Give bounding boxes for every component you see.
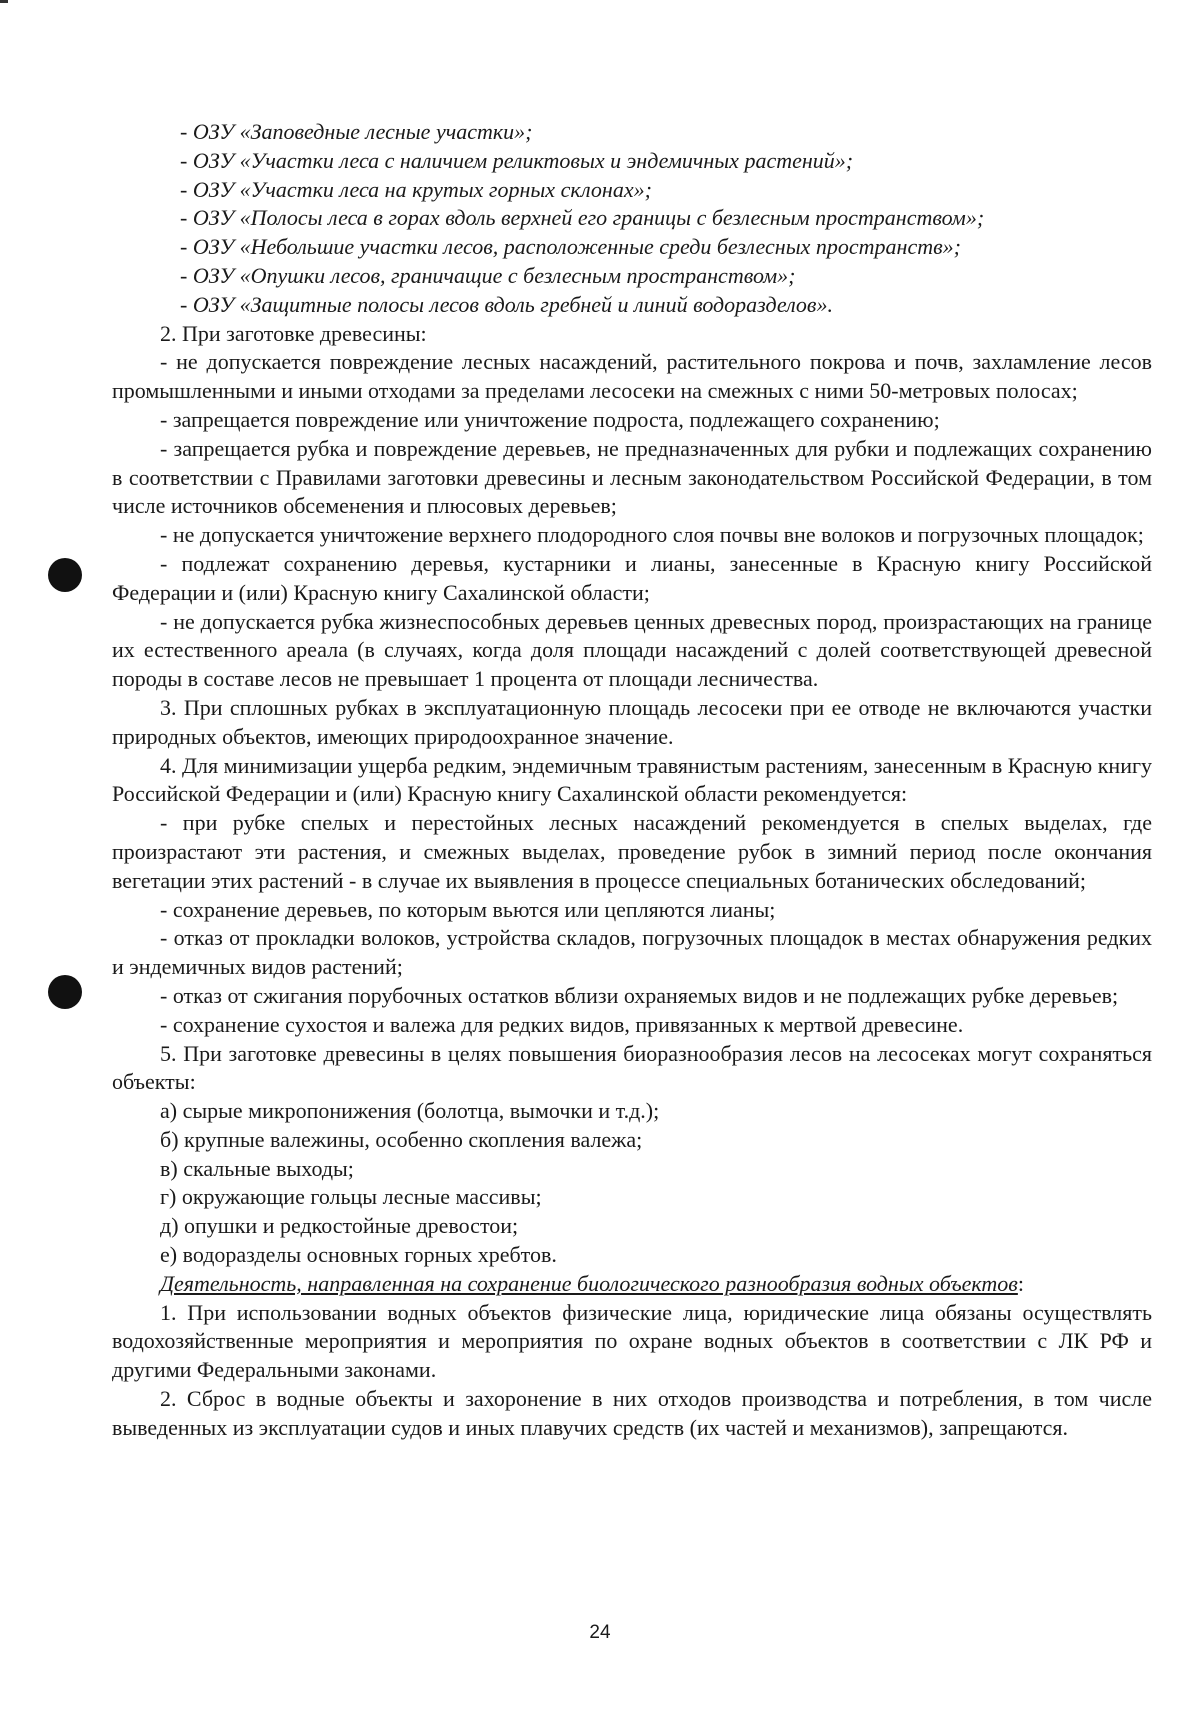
section-2-item: - подлежат сохранению деревья, кустарники и лианы, занесенные в Красную книгу Российской Федерации и (или) Красную книгу Сахалинской области;: [112, 550, 1152, 605]
section-4-item: - отказ от сжигания порубочных остатков вблизи охраняемых видов и не подлежащих рубке деревьев;: [160, 982, 1119, 1008]
water-section-heading: [112, 1270, 1152, 1299]
ozu-item: - ОЗУ «Участки леса с наличием реликтовых и эндемичных растений»;: [180, 147, 854, 173]
water-paragraph-1: 1. При использовании водных объектов физические лица, юридические лица обязаны осуществлять водохозяйственные мероприятия и мероприятия по охране водных объектов в соответствии с ЛК РФ и другими Федеральными законами.: [112, 1299, 1152, 1383]
section-5-item: б) крупные валежины, особенно скопления валежа;: [160, 1126, 643, 1152]
section-2-heading: 2. При заготовке древесины:: [160, 320, 427, 346]
ozu-item: - ОЗУ «Опушки лесов, граничащие с безлесным пространством»;: [180, 262, 796, 288]
section-5-item: г) окружающие гольцы лесные массивы;: [160, 1184, 542, 1210]
water-paragraph-2: 2. Сброс в водные объекты и захоронение в них отходов производства и потребления, в том числе выведенных из эксплуатации судов и иных плавучих средств (их частей и механизмов), запрещаются.: [112, 1386, 1152, 1440]
ozu-item: - ОЗУ «Полосы леса в горах вдоль верхней его границы с безлесным пространством»;: [180, 205, 985, 231]
section-2-item: - запрещается повреждение или уничтожение подроста, подлежащего сохранению;: [160, 406, 940, 432]
section-5-item: д) опушки и редкостойные древостои;: [160, 1213, 519, 1239]
ozu-item: - ОЗУ «Участки леса на крутых горных склонах»;: [180, 176, 652, 202]
section-4-item: - сохранение деревьев, по которым вьются или цепляются лианы;: [160, 896, 776, 922]
section-3-paragraph: 3. При сплошных рубках в эксплуатационную площадь лесосеки при ее отводе не включаются участки природных объектов, имеющих природоохранное значение.: [112, 694, 1152, 749]
section-2-item: - не допускается рубка жизнеспособных деревьев ценных древесных пород, произрастающих на границе их естественного ареала (в случаях, когда доля площади насаждений с долей соответствующей древесной породы в составе лесов не превышает 1 процента от площади лесничества.: [112, 608, 1152, 692]
section-2-item: - не допускается повреждение лесных насаждений, растительного покрова и почв, захламление лесов промышленными и иными отходами за пределами лесосеки на смежных с ними 50-метровых полосах;: [112, 349, 1152, 404]
section-4-item: - при рубке спелых и перестойных лесных насаждений рекомендуется в спелых выделах, где произрастают эти растения, и смежных выделах, проведение рубок в зимний период после окончания вегетации этих растений - в случае их выявления в процессе специальных ботанических обследований;: [112, 810, 1152, 893]
ozu-item: - ОЗУ «Небольшие участки лесов, расположенные среди безлесных пространств»;: [180, 234, 961, 260]
section-4-item: - отказ от прокладки волоков, устройства складов, погрузочных площадок в местах обнаружения редких и эндемичных видов растений;: [112, 925, 1152, 980]
water-heading-colon: :: [1017, 1270, 1024, 1296]
section-2-item: - запрещается рубка и повреждение деревьев, не предназначенных для рубки и подлежащих сохранению в соответствии с Правилами заготовки древесины и лесным законодательством Российской Федерации, в том числе источников обсеменения и плюсовых деревьев;: [112, 435, 1152, 519]
punch-hole: [48, 975, 82, 1009]
ozu-item: - ОЗУ «Защитные полосы лесов вдоль гребней и линий водоразделов».: [180, 291, 833, 317]
section-5-item: е) водоразделы основных горных хребтов.: [160, 1242, 557, 1268]
section-5-heading: 5. При заготовке древесины в целях повышения биоразнообразия лесов на лесосеках могут сохраняться объекты:: [112, 1040, 1152, 1095]
water-heading-text: Деятельность, направленная на сохранение биологического разнообразия водных объектов: [160, 1270, 1018, 1296]
ozu-item: - ОЗУ «Заповедные лесные участки»;: [180, 119, 533, 144]
punch-hole: [48, 558, 82, 592]
page-number: 24: [589, 1622, 611, 1643]
section-2-item: - не допускается уничтожение верхнего плодородного слоя почвы вне волоков и погрузочных площадок;: [160, 522, 1144, 548]
section-5-item: в) скальные выходы;: [160, 1155, 354, 1181]
section-5-item: а) сырые микропонижения (болотца, вымочки и т.д.);: [160, 1098, 660, 1124]
section-4-heading: 4. Для минимизации ущерба редким, эндемичным травянистым растениям, занесенным в Красную книгу Российской Федерации и (или) Красную книгу Сахалинской области рекомендуется:: [112, 752, 1152, 807]
scan-corner-mark: [0, 0, 8, 3]
document-body: [112, 118, 1152, 1443]
section-4-item: - сохранение сухостоя и валежа для редких видов, привязанных к мертвой древесине.: [160, 1011, 964, 1037]
